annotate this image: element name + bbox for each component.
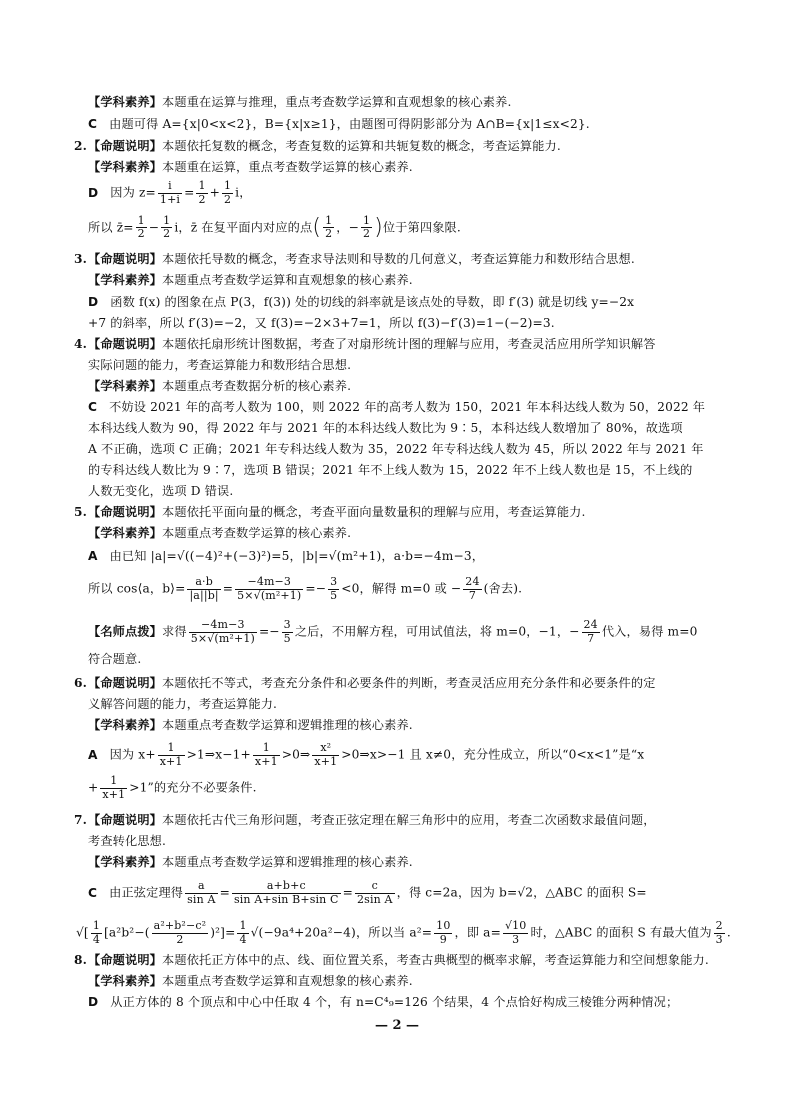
q2-suyang: 【学科素养】本题重在运算，重点考查数学运算的核心素养. — [88, 160, 413, 174]
q4-shuoming-line2: 实际问题的能力，考查运算能力和数形结合思想. — [88, 358, 352, 372]
q7-solution-line1: C 由正弦定理得 $\frac{a}{\text{sin A}}$ = $\frac{a+b+c}{\text{sin A+sin B+sin C}}$ = $\frac{c}{\text{2sin A}}$ ，得 c=2a，因为 b=√2，△ABC 的面积 S= — [88, 879, 647, 906]
question-number: 2. — [74, 139, 88, 153]
q5-suyang: 【学科素养】本题重点考查数学运算的核心素养. — [88, 526, 352, 540]
q2-shuoming: 【命题说明】本题依托复数的概念，考查复数的运算和共轭复数的概念，考查运算能力. — [88, 139, 561, 153]
answer-letter: C — [88, 117, 98, 131]
q5-tip-line2: 符合题意. — [88, 652, 142, 666]
q5-solution-line2: 所以 cos⟨a，b⟩= $\frac{a\cdot b}{|a||b|}$ = $\frac{-4m-3}{\text{5×√(m²+1)}}$ =− $\frac{3}{5}$ <0，解得 m=0 或 − $\frac{24}{7}$ (舍去). — [88, 575, 523, 602]
page-number: — 2 — — [374, 1018, 420, 1033]
q8-solution-line1: D 从正方体的 8 个顶点和中心中任取 4 个，有 n=C⁴₉=126 个结果，4 个点恰好构成三棱锥分两种情况； — [88, 995, 679, 1009]
q4-solution-line5: 人数无变化，选项 D 错误. — [88, 484, 234, 498]
question-number: 8. — [74, 953, 88, 967]
q7-solution-line2: √[ $\frac{1}{4}$ [a²b²−( $\frac{\text{a²+b²−c²}}{2}$ )²]= $\frac{1}{4}$ √(−9a⁴+20a²−4)，所以当 a²= $\frac{10}{9}$ ，即 a= $\frac{√10}{3}$ 时，△ABC 的面积 S 有最大值为 $\frac{2}{3}$ . — [76, 919, 731, 946]
q5-solution-line1: A 由已知 |a|=√((−4)²+(−3)²)=5，|b|=√(m²+1)，a·b=−4m−3， — [88, 549, 485, 563]
q7-shuoming-line2: 考查转化思想. — [88, 834, 167, 848]
q2-solution-line1: D 因为 z= $\frac{i}{1+i}$ = $\frac{1}{2}$ + $\frac{1}{2}$ i， — [88, 179, 252, 206]
q4-solution-line1: C 不妨设 2021 年的高考人数为 100，则 2022 年的高考人数为 150，2021 年本科达线人数为 50，2022 年 — [88, 400, 706, 414]
q4-shuoming-line1: 【命题说明】本题依托扇形统计图数据，考查了对扇形统计图的理解与应用，考查灵活应用所学知识解答 — [88, 337, 656, 351]
q4-solution-line3: A 不正确，选项 C 正确；2021 年专科达线人数为 35，2022 年专科达线人数为 45，所以 2022 年与 2021 年 — [88, 442, 704, 456]
q7-suyang: 【学科素养】本题重点考查数学运算和逻辑推理的核心素养. — [88, 855, 413, 869]
q3-solution-line2: +7 的斜率，所以 f′(3)=−2，又 f(3)=−2×3+7=1，所以 f(3)−f′(3)=1−(−2)=3. — [88, 316, 555, 330]
q4-solution-line4: 的专科达线人数比为 9∶7，选项 B 错误；2021 年不上线人数为 15，2022 年不上线人数也是 15，不上线的 — [88, 463, 693, 477]
q3-shuoming: 【命题说明】本题依托导数的概念，考查求导法则和导数的几何意义，考查运算能力和数形结合思想. — [88, 252, 635, 266]
q3-solution-line1: D 函数 f(x) 的图象在点 P(3，f(3)) 处的切线的斜率就是该点处的导数，即 f′(3) 就是切线 y=−2x — [88, 295, 635, 309]
q5-shuoming: 【命题说明】本题依托平面向量的概念，考查平面向量数量积的理解与应用，考查运算能力. — [88, 505, 586, 519]
q1-solution: C 由题可得 A={x|0<x<2}，B={x|x≥1}，由题图可得阴影部分为 A∩B={x|1≤x<2}. — [88, 117, 590, 131]
q5-tip-line1: 【名师点拨】求得 $\frac{-4m-3}{\text{5×√(m²+1)}}$ =− $\frac{3}{5}$ 之后，不用解方程，可用试值法，将 m=0，−1，− $\frac{24}{7}$ 代入，易得 m=0 — [88, 618, 698, 645]
q6-suyang: 【学科素养】本题重点考查数学运算和逻辑推理的核心素养. — [88, 718, 413, 732]
q6-solution-line1: A 因为 x+ $\frac{1}{x+1}$ >1⇒x−1+ $\frac{1}{x+1}$ >0⇒ $\frac{\text{x²}}{x+1}$ >0⇒x>−1 且 x≠0，充分性成立，所以“0<x<1”是“x — [88, 741, 645, 768]
q6-solution-line2: + $\frac{1}{x+1}$ >1”的充分不必要条件. — [88, 774, 257, 801]
question-number: 6. — [74, 676, 88, 690]
q2-solution-line2: 所以 z̄= $\frac{1}{2}$ − $\frac{1}{2}$ i，z̄ 在复平面内对应的点( $\frac{1}{2}$ ，− $\frac{1}{2}$ )位于第四象限. — [88, 213, 461, 241]
q7-shuoming-line1: 【命题说明】本题依托古代三角形问题，考查正弦定理在解三角形中的应用，考查二次函数求最值问题， — [88, 813, 656, 827]
q4-solution-line2: 本科达线人数为 90，得 2022 年与 2021 年的本科达线人数比为 9∶5，本科达线人数增加了 80%，故选项 — [88, 421, 683, 435]
question-number: 7. — [74, 813, 88, 827]
question-number: 5. — [74, 505, 88, 519]
q4-suyang: 【学科素养】本题重点考查数据分析的核心素养. — [88, 379, 352, 393]
q3-suyang: 【学科素养】本题重点考查数学运算和直观想象的核心素养. — [88, 273, 413, 287]
q1-suyang: 【学科素养】本题重在运算与推理，重点考查数学运算和直观想象的核心素养. — [88, 95, 512, 109]
q6-shuoming-line2: 义解答问题的能力，考查运算能力. — [88, 697, 278, 711]
fraction: $\frac{i}{1+i}$ — [159, 179, 181, 206]
q6-shuoming-line1: 【命题说明】本题依托不等式，考查充分条件和必要条件的判断，考查灵活应用充分条件和必要条件的定 — [88, 676, 656, 690]
q8-shuoming: 【命题说明】本题依托正方体中的点、线、面位置关系，考查古典概型的概率求解，考查运算能力和空间想象能力. — [88, 953, 709, 967]
question-number: 3. — [74, 252, 88, 266]
question-number: 4. — [74, 337, 88, 351]
q8-suyang: 【学科素养】本题重点考查数学运算和直观想象的核心素养. — [88, 974, 413, 988]
